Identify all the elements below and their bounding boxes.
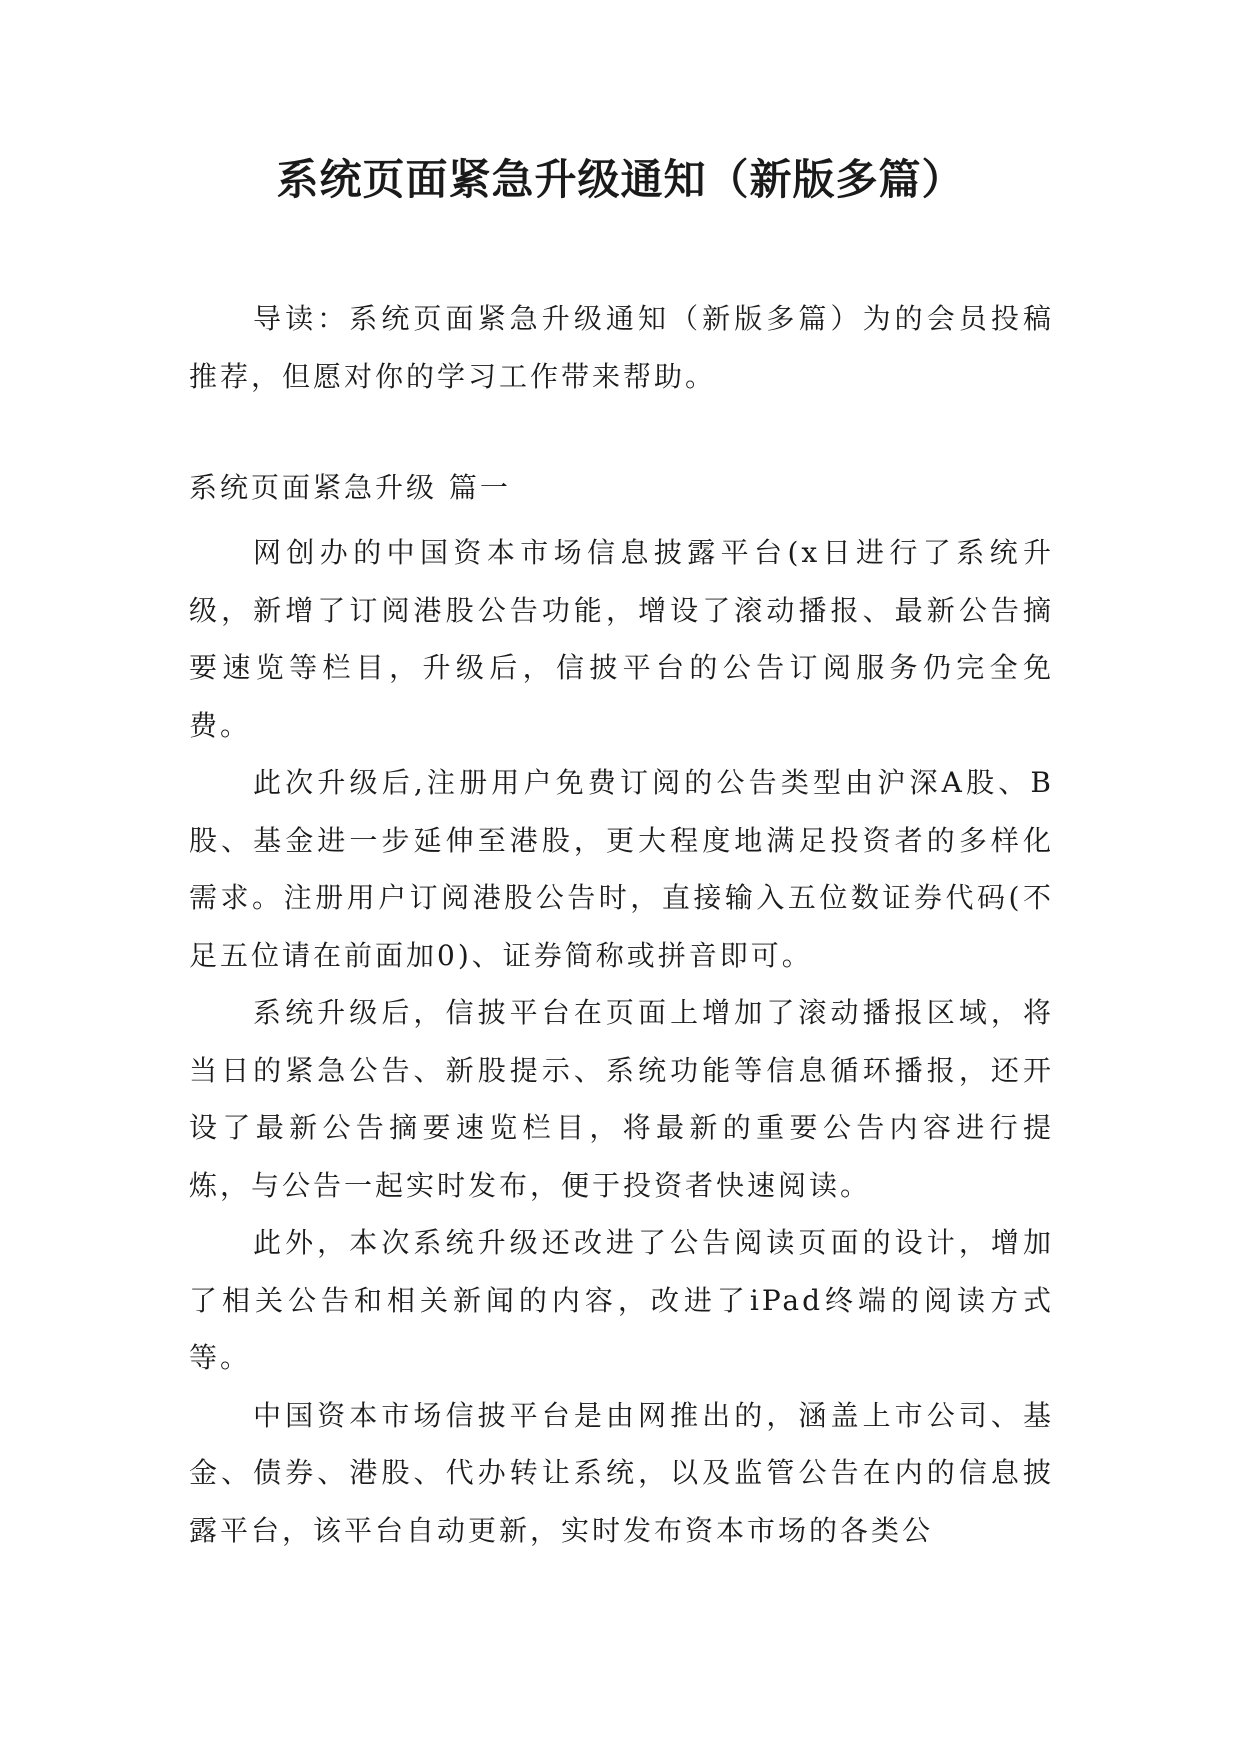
body-paragraphs — [189, 524, 1054, 1559]
body-paragraph: 此外，本次系统升级还改进了公告阅读页面的设计，增加了相关公告和相关新闻的内容，改进了iPad终端的阅读方式等。 — [189, 1226, 1054, 1374]
body-paragraph: 此次升级后,注册用户免费订阅的公告类型由沪深A股、B股、基金进一步延伸至港股，更大程度地满足投资者的多样化需求。注册用户订阅港股公告时，直接输入五位数证券代码(不足五位请在前面加0)、证券简称或拼音即可。 — [189, 766, 1054, 972]
body-paragraph: 中国资本市场信披平台是由网推出的，涵盖上市公司、基金、债券、港股、代办转让系统，以及监管公告在内的信息披露平台，该平台自动更新，实时发布资本市场的各类公 — [189, 1398, 1054, 1547]
body-paragraph: 网创办的中国资本市场信息披露平台(x日进行了系统升级，新增了订阅港股公告功能，增设了滚动播报、最新公告摘要速览等栏目，升级后，信披平台的公告订阅服务仍完全免费。 — [189, 536, 1054, 742]
section-heading: 系统页面紧急升级 篇一 — [189, 471, 511, 504]
intro-paragraph: 导读：系统页面紧急升级通知（新版多篇）为的会员投稿推荐，但愿对你的学习工作带来帮助。 — [189, 302, 1054, 393]
body-paragraph: 系统升级后，信披平台在页面上增加了滚动播报区域，将当日的紧急公告、新股提示、系统功能等信息循环播报，还开设了最新公告摘要速览栏目，将最新的重要公告内容进行提炼，与公告一起实时发布，便于投资者快速阅读。 — [189, 996, 1054, 1202]
document-title: 系统页面紧急升级通知（新版多篇） — [276, 155, 965, 204]
